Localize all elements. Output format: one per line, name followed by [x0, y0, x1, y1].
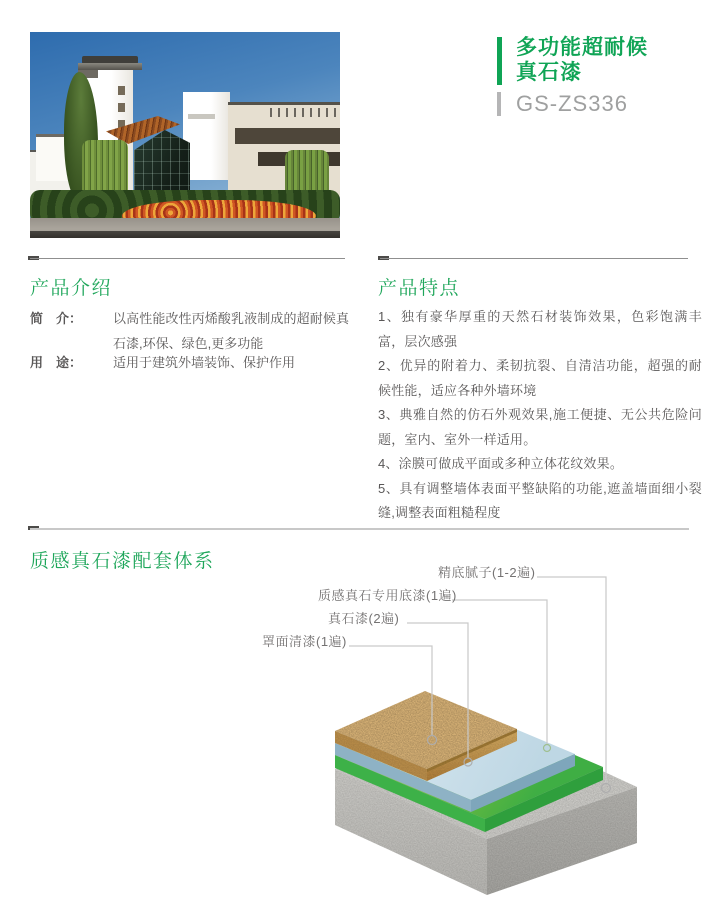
features-list	[378, 305, 702, 526]
intro-row-brief	[30, 307, 355, 357]
feature-item: 4、涂膜可做成平面或多种立体花纹效果。	[378, 456, 624, 471]
photo-roof-railing	[270, 108, 340, 117]
callout-clear-topcoat: 罩面清漆(1遍)	[262, 634, 347, 649]
feature-item: 3、典雅自然的仿石外观效果,施工便捷、无公共危险问题，室内、室外一样适用。	[378, 407, 702, 447]
photo-road-shadow	[30, 231, 340, 238]
model-accent-bar	[497, 92, 501, 116]
photo-building-right-white	[183, 92, 230, 180]
feature-item: 5、具有调整墙体表面平整缺陷的功能,遮盖墙面细小裂缝,调整表面粗糙程度	[378, 480, 702, 520]
callout-primer: 质感真石专用底漆(1遍)	[318, 588, 457, 603]
product-model: GS-ZS336	[516, 91, 628, 116]
intro-label-brief: 简 介：	[30, 311, 83, 326]
title-accent-bar	[497, 37, 502, 85]
photo-window-band-1	[235, 128, 340, 144]
intro-value-brief: 以高性能改性丙烯酸乳液制成的超耐候真石漆,环保、绿色,更多功能	[113, 311, 349, 351]
feature-item: 2、优异的附着力、柔韧抗裂、自清洁功能，超强的耐候性能，适应各种外墙环境	[378, 358, 702, 398]
photo-tower-roof-cap-lower	[78, 63, 142, 70]
intro-value-usage: 适用于建筑外墙装饰、保护作用	[113, 355, 296, 370]
rule-left	[30, 258, 345, 259]
product-title-line1: 多功能超耐候	[516, 36, 648, 59]
rule-bottom	[30, 528, 689, 530]
callout-putty: 精底腻子(1-2遍)	[438, 565, 536, 580]
photo-sign-strip	[188, 114, 215, 119]
intro-row-usage	[30, 351, 355, 377]
feature-item: 1、独有豪华厚重的天然石材装饰效果，色彩饱满丰富，层次感强	[378, 309, 702, 349]
intro-label-usage: 用 途：	[30, 355, 83, 370]
features-heading: 产品特点	[378, 278, 461, 299]
product-title-line2: 真石漆	[516, 61, 582, 84]
intro-heading: 产品介绍	[30, 278, 113, 299]
product-title	[516, 35, 648, 85]
rule-right	[380, 258, 688, 259]
system-heading: 质感真石漆配套体系	[30, 551, 215, 572]
hero-photo	[30, 32, 340, 238]
callout-stone-paint: 真石漆(2遍)	[328, 611, 400, 626]
